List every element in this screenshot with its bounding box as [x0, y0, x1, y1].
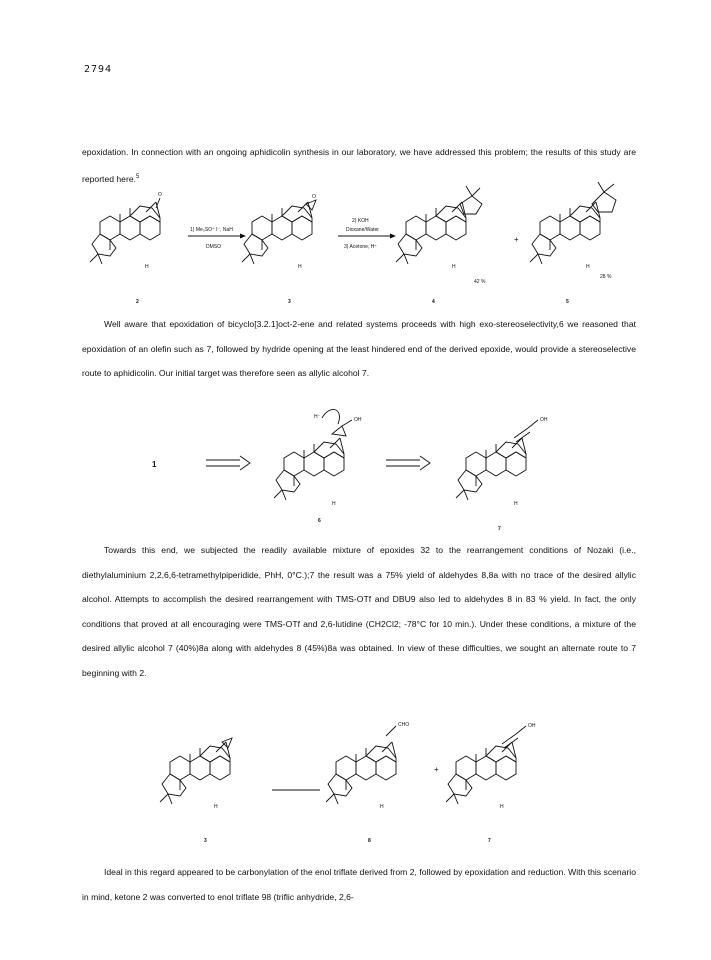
- paragraph-2-text: Well aware that epoxidation of bicyclo[3.2.1]oct-2-ene and related systems proceeds with high exo-stereoselectivity,6 we reasoned that epoxidation of an olefin such as 7, followed by hydride opening at the least hindered end of the derived epoxide, would provide a stereoselective route to aphidicolin. Our initial target was therefore seen as allylic alcohol 7.: [82, 319, 636, 378]
- oh-7: OH: [540, 417, 548, 423]
- paragraph-2: [82, 312, 636, 386]
- structure-5-h: H: [586, 264, 590, 270]
- ch2oh-bond-7: [528, 420, 538, 428]
- structure-2-h: H: [145, 264, 149, 270]
- alkene-7: [514, 428, 528, 438]
- label-3b: 3: [204, 838, 207, 844]
- label-4: 4: [432, 299, 435, 305]
- structure-3b: [160, 742, 230, 804]
- structure-4-h: H: [452, 264, 456, 270]
- yield-5: 28 %: [600, 274, 612, 280]
- step2-line1: 2) KOH: [352, 218, 369, 224]
- dioxolane-4: [460, 196, 482, 214]
- label-5: 5: [566, 299, 569, 305]
- paragraph-1-text: epoxidation. In connection with an ongoing aphidicolin synthesis in our laboratory, we have addressed this problem; the results of this study are reported here.: [82, 147, 636, 184]
- structure-3-h: H: [298, 264, 302, 270]
- structure-7b: [446, 742, 516, 804]
- structure-3b-h: H: [214, 804, 218, 810]
- paragraph-3-text: Towards this end, we subjected the readily available mixture of epoxides 32 to the rearrangement conditions of Nozaki (i.e., diethylaluminium 2,2,6,6-tetramethylpiperidide, PhH, 0°C.);7 the result was a 75% yield of aldehydes 8,8a with no trace of the desired allylic alcohol. Attempts to accomplish the desired rearrangement with TMS-OTf and DBU9 also led to aldehydes 8 in 83 % yield. In fact, the only conditions that proved at all encouraging were TMS-OTf and 2,6-lutidine (CH2Cl2; -78°C for 10 min.). Under these conditions, a mixture of the desired allylic alcohol 7 (40%)8a along with aldehydes 8 (45%)8a was obtained. In view of these difficulties, we sought an alternate route to 7 beginning with 2.: [82, 545, 636, 678]
- structure-8-h: H: [380, 804, 384, 810]
- structure-2: [90, 202, 160, 264]
- step1-reagents: 1) Me₃SO⁺ I⁻, NaH: [190, 227, 233, 233]
- ketone-oxygen: O: [158, 192, 162, 198]
- dioxolane-5-me1: [598, 182, 604, 192]
- epoxide-ring: [306, 200, 316, 210]
- step2-line2: Dioxane/Water: [346, 227, 379, 233]
- page-number: 2794: [84, 64, 113, 75]
- hollow-arrow-1-head: [240, 456, 250, 470]
- arrow-1-head: [240, 234, 246, 239]
- epoxide-3b: [222, 738, 232, 748]
- step1-solvent: DMSO: [206, 244, 221, 250]
- plus-sign-2: +: [434, 765, 439, 774]
- dioxolane-4-me2: [472, 188, 480, 196]
- label-8: 8: [368, 838, 371, 844]
- structure-5: [530, 202, 600, 264]
- structure-7-h: H: [514, 501, 518, 507]
- paragraph-3: [82, 538, 636, 685]
- oh-7b: OH: [528, 723, 536, 729]
- label-3: 3: [288, 299, 291, 305]
- dioxolane-4-me1: [466, 186, 472, 196]
- start-compound-1: 1: [152, 460, 157, 469]
- paragraph-4: [82, 860, 636, 909]
- plus-sign-1: +: [514, 235, 519, 244]
- scheme-1: [90, 182, 616, 305]
- structure-3: [242, 202, 312, 264]
- hollow-arrow-2-head: [420, 456, 430, 470]
- arrow-2-head: [390, 234, 396, 239]
- oh-6: OH: [354, 417, 362, 423]
- label-7: 7: [498, 526, 501, 532]
- label-6: 6: [318, 518, 321, 524]
- reference-5: 5: [135, 173, 140, 180]
- cho-bond: [386, 726, 396, 736]
- cho-label: CHO: [398, 722, 410, 728]
- alkene-7b: [502, 734, 516, 744]
- epoxide-oxygen: O: [312, 194, 316, 200]
- epoxide-6: [332, 426, 346, 436]
- alkene-7b-double: [504, 738, 518, 748]
- structure-4: [396, 202, 466, 264]
- label-7b: 7: [488, 838, 491, 844]
- structure-8: [326, 742, 396, 804]
- ch2oh-bond-6: [342, 420, 352, 426]
- curved-arrow: [322, 409, 339, 424]
- hydride-label: H⁻: [314, 414, 321, 420]
- scheme-2: [152, 409, 548, 532]
- yield-4: 42 %: [474, 279, 486, 285]
- structure-7b-h: H: [500, 804, 504, 810]
- label-2: 2: [136, 299, 139, 305]
- structure-6-h: H: [332, 501, 336, 507]
- paragraph-4-text: Ideal in this regard appeared to be carbonylation of the enol triflate derived from 2, followed by epoxidation and reduction. With this scenario in mind, ketone 2 was converted to enol triflate 98 (triflic anhydride, 2,6-: [82, 867, 636, 902]
- structure-7: [456, 438, 526, 500]
- step2-line3: 3) Acetone, H⁺: [344, 244, 377, 250]
- ch2oh-bond-7b: [516, 726, 526, 734]
- dioxolane-5-me2: [604, 184, 614, 192]
- structure-6: [274, 438, 344, 500]
- scheme-3: [160, 722, 536, 844]
